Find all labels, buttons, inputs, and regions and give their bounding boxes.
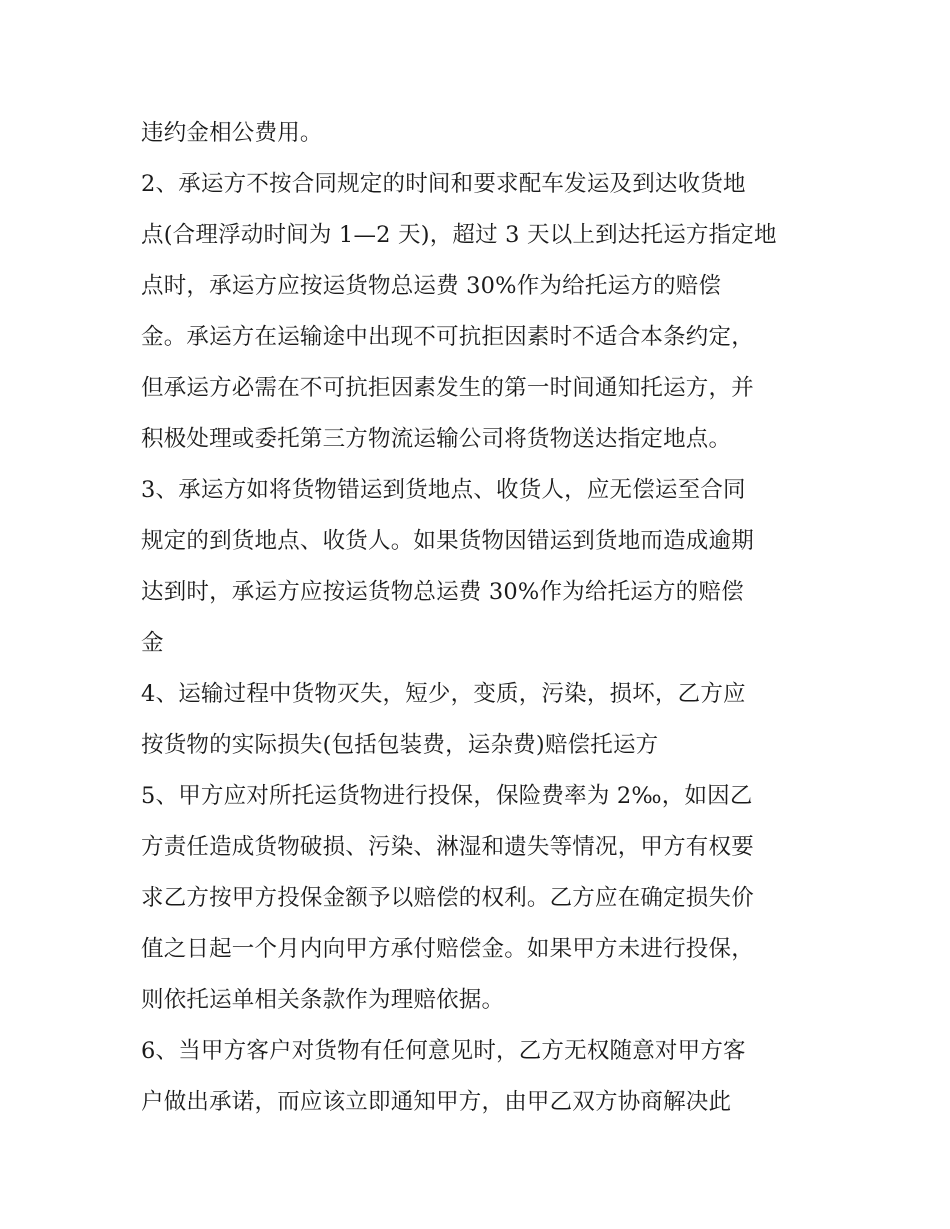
text-line: 达到时，承运方应按运货物总运费 30%作为给托运方的赔偿: [141, 579, 744, 605]
text-line: 4、运输过程中货物灭失，短少，变质，污染，损坏，乙方应: [141, 681, 746, 707]
text-line: 2、承运方不按合同规定的时间和要求配车发运及到达收货地: [141, 171, 746, 197]
text-line: 但承运方必需在不可抗拒因素发生的第一时间通知托运方，并: [141, 375, 754, 401]
text-line: 违约金相公费用。: [141, 120, 323, 146]
text-line: 值之日起一个月内向甲方承付赔偿金。如果甲方未进行投保，: [141, 936, 754, 962]
text-line: 金。承运方在运输途中出现不可抗拒因素时不适合本条约定，: [141, 324, 754, 350]
text-line: 规定的到货地点、收货人。如果货物因错运到货地而造成逾期: [141, 528, 754, 554]
text-line: 5、甲方应对所托运货物进行投保，保险费率为 2‰，如因乙: [141, 783, 753, 809]
text-line: 求乙方按甲方投保金额予以赔偿的权利。乙方应在确定损失价: [141, 885, 754, 911]
text-line: 积极处理或委托第三方物流运输公司将货物送达指定地点。: [141, 426, 732, 452]
text-line: 点(合理浮动时间为 1—2 天)，超过 3 天以上到达托运方指定地: [141, 222, 777, 248]
contract-text: [141, 108, 821, 1128]
text-line: 按货物的实际损失(包括包装费，运杂费)赔偿托运方: [141, 732, 659, 758]
text-line: 方责任造成货物破损、污染、淋湿和遗失等情况，甲方有权要: [141, 834, 754, 860]
text-line: 金: [141, 630, 164, 656]
text-line: 3、承运方如将货物错运到货地点、收货人，应无偿运至合同: [141, 477, 746, 503]
text-line: 6、当甲方客户对货物有任何意见时，乙方无权随意对甲方客: [141, 1038, 746, 1064]
text-line: 则依托运单相关条款作为理赔依据。: [141, 987, 505, 1013]
text-line: 户做出承诺，而应该立即通知甲方，由甲乙双方协商解决此: [141, 1089, 732, 1115]
text-line: 点时，承运方应按运货物总运费 30%作为给托运方的赔偿: [141, 273, 722, 299]
